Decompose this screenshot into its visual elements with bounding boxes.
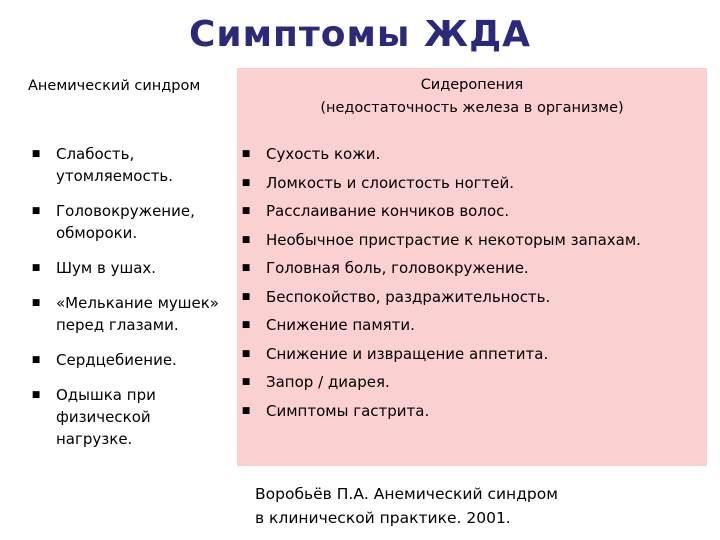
list-item-label: Запор / диарея.	[266, 373, 390, 391]
list-item-label: Шум в ушах.	[56, 259, 157, 277]
list-item-label: Расслаивание кончиков волос.	[266, 202, 510, 220]
list-item	[30, 349, 240, 371]
list-item	[240, 229, 700, 258]
bullet-icon: ■	[241, 234, 251, 245]
right-heading-line1: Сидеропения	[420, 77, 524, 93]
right-heading-line2: (недостаточность железа в организме)	[320, 100, 624, 116]
list-item	[240, 257, 700, 286]
bullet-icon: ■	[241, 206, 251, 216]
sideropenia-list	[240, 143, 700, 428]
list-item	[240, 343, 700, 372]
list-item-label: Сухость кожи.	[266, 145, 381, 163]
bullet-icon: ■	[241, 177, 251, 188]
bullet-icon: ■	[31, 149, 41, 159]
list-item-label: Симптомы гастрита.	[266, 401, 430, 420]
bullet-icon: ■	[31, 206, 41, 216]
bullet-icon: ■	[31, 390, 41, 400]
bullet-icon: ■	[241, 377, 251, 387]
list-item-label: Ломкость и слоистость ногтей.	[266, 173, 514, 192]
list-item	[30, 292, 240, 336]
list-item	[30, 257, 240, 279]
list-item	[240, 371, 700, 400]
list-item-label: Слабость, утомляемость.	[56, 145, 174, 185]
list-item-label: Головокружение, обмороки.	[56, 202, 195, 242]
bullet-icon: ■	[241, 405, 251, 416]
bullet-icon: ■	[241, 348, 251, 359]
bullet-icon: ■	[31, 298, 41, 308]
list-item-label: Беспокойство, раздражительность.	[266, 287, 551, 306]
list-item	[240, 286, 700, 315]
list-item-label: Головная боль, головокружение.	[266, 259, 529, 277]
list-item	[240, 172, 700, 201]
bullet-icon: ■	[241, 149, 251, 159]
list-item	[240, 200, 700, 229]
bullet-icon: ■	[31, 263, 41, 273]
list-item-label: Необычное пристрастие к некоторым запахам.	[266, 230, 641, 249]
list-item	[240, 143, 700, 172]
list-item	[30, 384, 240, 450]
bullet-icon: ■	[241, 320, 251, 330]
list-item-label: Одышка при физической нагрузке.	[56, 386, 156, 448]
list-item-label: Сердцебиение.	[56, 351, 177, 369]
list-item-label: Снижение и извращение аппетита.	[266, 344, 549, 363]
bullet-icon: ■	[31, 355, 41, 365]
left-column-heading: Анемический синдром	[28, 78, 201, 94]
slide-title: Симптомы ЖДА	[188, 14, 532, 55]
list-item	[30, 200, 240, 244]
citation	[255, 482, 558, 530]
right-column-heading	[237, 74, 707, 120]
citation-line1: Воробьёв П.А. Анемический синдром	[255, 485, 558, 503]
bullet-icon: ■	[241, 291, 251, 302]
list-item-label: Снижение памяти.	[266, 316, 415, 334]
bullet-icon: ■	[241, 263, 251, 273]
citation-line2: в клинической практике. 2001.	[255, 509, 511, 527]
anemic-syndrome-list	[30, 143, 240, 463]
list-item	[30, 143, 240, 187]
list-item	[240, 400, 700, 429]
list-item-label: «Мелькание мушек» перед глазами.	[56, 294, 219, 334]
list-item	[240, 314, 700, 343]
